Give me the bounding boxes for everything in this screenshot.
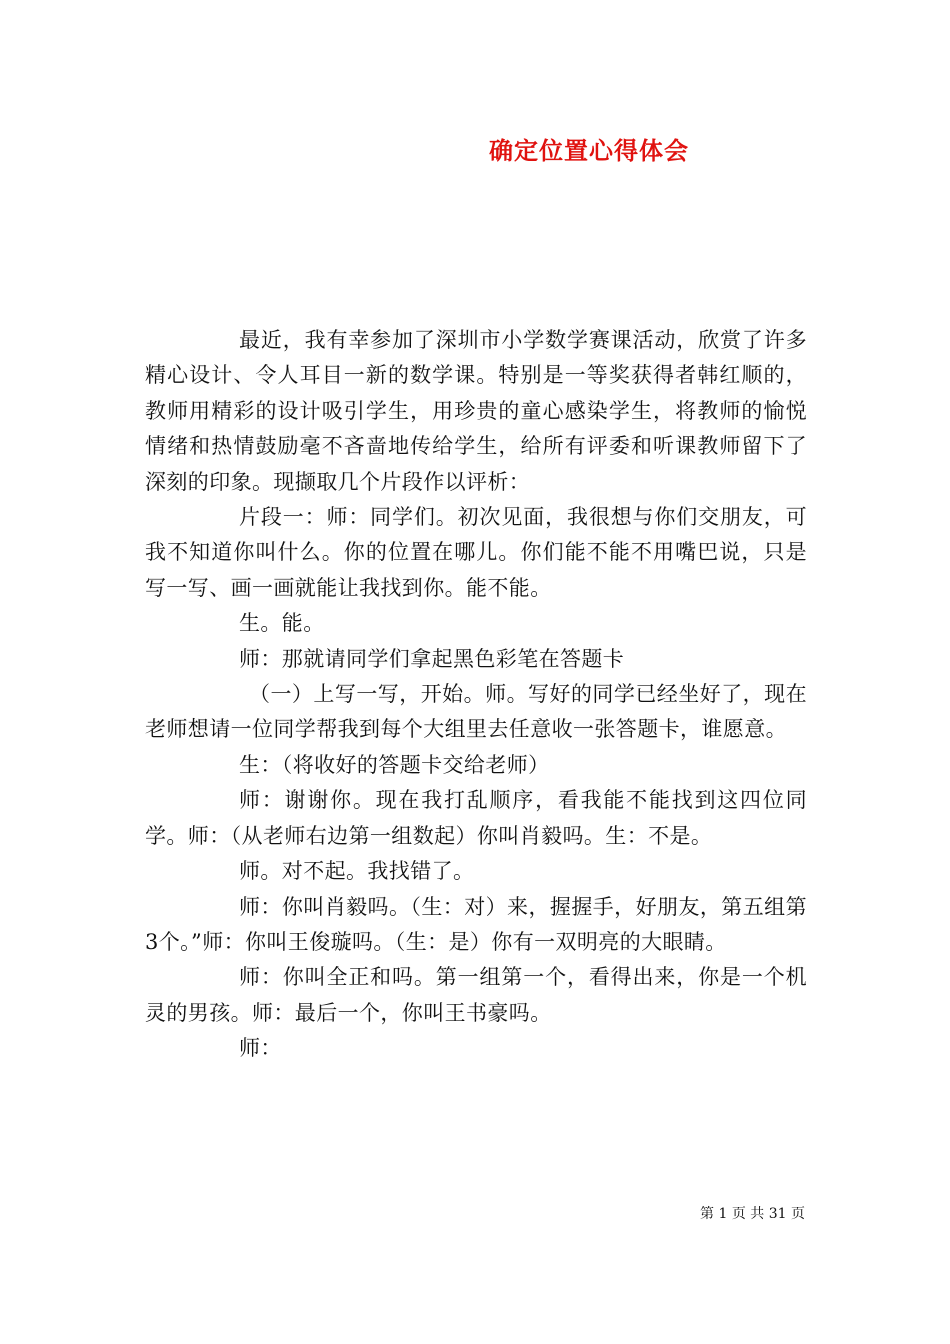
paragraph-quan-zhenghe: 师：你叫全正和吗。第一组第一个，看得出来，你是一个机灵的男孩。师：最后一个，你叫王书豪吗。 — [145, 965, 807, 1025]
page-number: 第 1 页 共 31 页 — [700, 1206, 805, 1222]
paragraph-hand-in: 生：（将收好的答题卡交给老师） — [239, 752, 550, 777]
paragraph-intro: 最近，我有幸参加了深圳市小学数学赛课活动，欣赏了许多精心设计、令人耳目一新的数学课。特别是一等奖获得者韩红顺的，教师用精彩的设计吸引学生，用珍贵的童心感染学生，将教师的愉悦情绪和热情鼓励毫不吝啬地传给学生，给所有评委和听课教师留下了深刻的印象。现撷取几个片段作以评析： — [145, 328, 807, 494]
paragraph-teacher-end: 师： — [239, 1036, 282, 1061]
paragraph-shuffle: 师：谢谢你。现在我打乱顺序，看我能不能找到这四位同学。师：（从老师右边第一组数起）你叫肖毅吗。生：不是。 — [145, 788, 807, 848]
paragraph-teacher-instruction: 师：那就请同学们拿起黑色彩笔在答题卡 — [239, 646, 625, 671]
paragraph-answer-card: （一）上写一写，开始。师。写好的同学已经坐好了，现在老师想请一位同学帮我到每个大组里去任意收一张答题卡，谁愿意。 — [145, 682, 807, 742]
document-title: 确定位置心得体会 — [489, 136, 689, 165]
paragraph-apology: 师。对不起。我找错了。 — [239, 859, 475, 884]
paragraph-segment-one: 片段一：师：同学们。初次见面，我很想与你们交朋友，可我不知道你叫什么。你的位置在哪儿。你们能不能不用嘴巴说，只是写一写、画一画就能让我找到你。能不能。 — [145, 505, 807, 600]
paragraph-found-xiao-yi: 师：你叫肖毅吗。（生：对）来，握握手，好朋友，第五组第3个。”师：你叫王俊璇吗。（生：是）你有一双明亮的大眼睛。 — [145, 894, 807, 954]
document-body — [145, 323, 807, 1067]
paragraph-student-reply: 生。能。 — [239, 611, 325, 636]
